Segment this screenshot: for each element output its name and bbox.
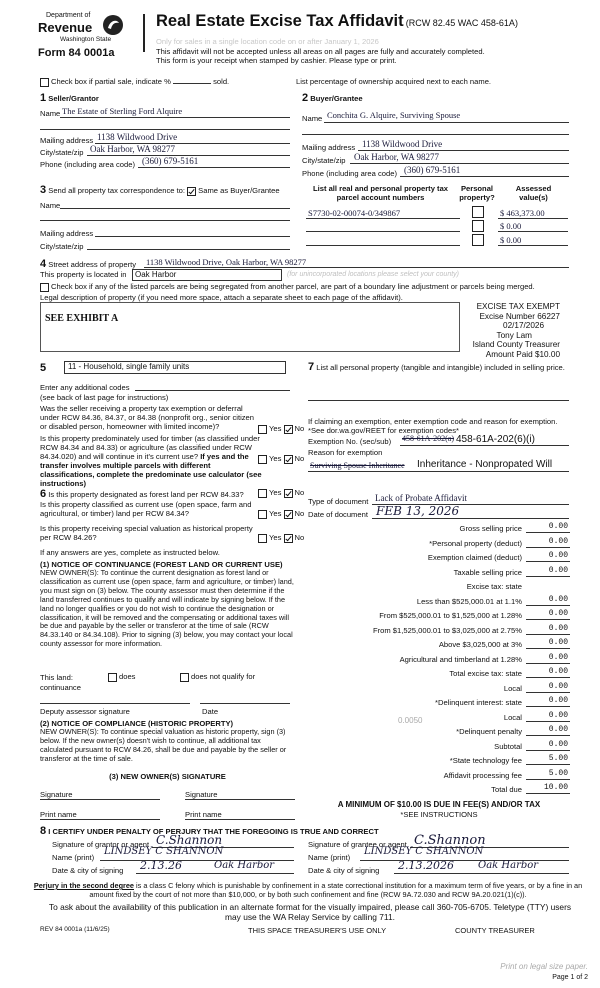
s6-q2-no-checkbox[interactable]: [284, 510, 293, 519]
see-instructions: *SEE INSTRUCTIONS: [400, 810, 478, 819]
grantor-signature[interactable]: C.Shannon: [156, 833, 223, 847]
s6-q1-no-checkbox[interactable]: [284, 489, 293, 498]
tax-row-label: Gross selling price: [459, 524, 522, 533]
located-value: Oak Harbor: [135, 270, 177, 279]
doc-date[interactable]: FEB 13, 2026: [376, 504, 460, 518]
assessed-value-2[interactable]: $ 0.00: [500, 221, 522, 231]
deputy-date-label: Date: [202, 707, 219, 716]
tax-row-label: *Personal property (deduct): [429, 538, 522, 548]
see-back-label: (see back of last page for instructions): [40, 393, 169, 402]
tax-row-label: Excise tax: state: [466, 582, 522, 591]
s6-q1-answers: [258, 488, 304, 498]
tax-row-label: Less than $525,000.01 at 1.1%: [416, 596, 522, 606]
tax-row-value[interactable]: 0.00: [548, 609, 568, 618]
use-code-value: 11 - Household, single family units: [68, 362, 190, 371]
partial-sale-sold: sold.: [213, 77, 230, 86]
section3-name-field[interactable]: [60, 208, 290, 209]
tax-row-value[interactable]: 0.00: [548, 551, 568, 560]
same-as-buyer-label: Same as Buyer/Grantee: [198, 186, 280, 195]
grantee-city[interactable]: Oak Harbor: [478, 860, 539, 871]
stamp-line1: EXCISE TAX EXEMPT: [476, 302, 560, 311]
s5-q1-no-checkbox[interactable]: [284, 425, 293, 434]
rev-number: REV 84 0001a (11/6/25): [40, 926, 110, 933]
personal-checkbox-1[interactable]: [472, 206, 484, 218]
notice2-heading: (2) NOTICE OF COMPLIANCE (HISTORIC PROPERTY): [40, 719, 234, 728]
tax-row-label: Above $3,025,000 at 3%: [438, 640, 522, 649]
grantor-name[interactable]: LINDSEY C SHANNON: [104, 846, 224, 857]
s5-q2-no: No: [294, 454, 305, 463]
section7-desc: List all personal property (tangible and intangible) included in selling price.: [316, 363, 565, 372]
s5-q1: Was the seller receiving a property tax exemption or deferral under RCW 84.36, 84.37, or 84.38 (nonprofit org., senior citizen or disabled person, homeowner with limited income)?: [40, 404, 255, 431]
grantor-date-label: Date & city of signing: [52, 866, 124, 875]
does-checkbox[interactable]: [108, 673, 117, 682]
doc-date-label: Date of document: [308, 510, 368, 519]
print2-label: Print name: [185, 810, 222, 819]
seller-city-label: City/state/zip: [40, 148, 84, 157]
seller-heading: [40, 92, 99, 104]
s6-q2-yes-checkbox[interactable]: [258, 510, 267, 519]
tax-row-value[interactable]: 0.00: [548, 623, 568, 633]
parcel-number-3[interactable]: [306, 245, 460, 246]
seller-num: 1: [40, 92, 47, 104]
seller-mailing[interactable]: 1138 Wildwood Drive: [97, 132, 178, 142]
s6-q2-answers: [258, 509, 304, 519]
print1-label: Print name: [40, 810, 77, 819]
section4-num: 4: [40, 258, 47, 270]
seller-mailing-label: Mailing address: [40, 136, 94, 145]
s5-q2-no-checkbox[interactable]: [284, 455, 293, 464]
dept-line1: Department of: [46, 12, 91, 19]
tax-row-label: Affidavit processing fee: [443, 770, 522, 780]
s5-q2-yes-checkbox[interactable]: [258, 455, 267, 464]
notice2-text: NEW OWNER(S): To continue special valuation as historic property, sign (3) below. If the new owner(s) doesn't wish to continue, all additional tax calculated pursuant to RCW 84.26, shall be due and payable by the seller or transferor at the time of sale.: [40, 727, 287, 763]
section3-name-label: Name: [40, 201, 61, 210]
ownership-note: List percentage of ownership acquired next to each name.: [296, 77, 492, 86]
dept-line2: Revenue: [38, 20, 93, 35]
exhibit-text: SEE EXHIBIT A: [45, 313, 119, 324]
same-as-buyer-checkbox[interactable]: [187, 187, 196, 196]
parcel-col-header: List all real and personal property tax parcel account numbers: [312, 184, 449, 202]
reason-label: Reason for exemption: [308, 448, 383, 457]
dept-line3: Washington State: [60, 36, 112, 43]
personal-checkbox-2[interactable]: [472, 220, 484, 232]
county-treasurer: COUNTY TREASURER: [455, 926, 535, 935]
doc-type-label: Type of document: [308, 497, 369, 506]
tax-row-value[interactable]: 0.00: [548, 739, 568, 749]
personal-checkbox-3[interactable]: [472, 234, 484, 246]
stamp-line4: Tony Lam: [496, 330, 532, 340]
s5-q2: [40, 434, 262, 488]
buyer-title: Buyer/Grantee: [310, 94, 363, 103]
print1-field[interactable]: [40, 819, 160, 820]
tax-row-label: Total excise tax: state: [449, 669, 522, 678]
assessed-col-header: Assessed value(s): [515, 184, 552, 202]
additional-codes-label: Enter any additional codes: [40, 383, 130, 392]
partial-sale-label: Check box if partial sale, indicate %: [51, 77, 171, 86]
s5-q2-yes: Yes: [269, 454, 282, 463]
assessed-value-1[interactable]: $ 463,373.00: [500, 208, 545, 218]
parcel-number-2[interactable]: [306, 231, 460, 232]
partial-sale-row: [40, 77, 229, 87]
s5-q1-answers: [258, 424, 304, 434]
s5-q2b: If yes and the transfer involves multiple parcels with different classifications, complete the predominate use calculator (see instructions): [40, 452, 262, 488]
tax-row-value[interactable]: 5.00: [548, 768, 568, 778]
s6-q2-yes: Yes: [269, 509, 282, 518]
this-land-label: This land:: [40, 673, 73, 682]
tax-row-value[interactable]: 0.00: [548, 565, 568, 575]
legal-description-label: Legal description of property (if you need more space, attach a separate sheet to each page of the affidavit).: [40, 293, 403, 302]
stamp-line3: 02/17/2026: [503, 321, 544, 330]
buyer-phone[interactable]: (360) 679-5161: [404, 165, 461, 175]
local-rate: 0.0050: [398, 716, 423, 725]
does-not-checkbox[interactable]: [180, 673, 189, 682]
tax-row-label: *Delinquent penalty: [456, 727, 522, 736]
buyer-heading: [302, 92, 363, 104]
tax-row-value[interactable]: 0.00: [548, 638, 568, 647]
segregated-row: [40, 282, 535, 292]
tax-row-value[interactable]: 0.00: [548, 667, 568, 676]
segregated-checkbox[interactable]: [40, 283, 49, 292]
segregated-label: Check box if any of the listed parcels are being segregated from another parcel, are part of a boundary line adjustment or parcels being merged.: [51, 282, 535, 291]
form-number: Form 84 0001a: [38, 47, 115, 59]
header-note2: This form is your receipt when stamped by cashier. Please type or print.: [156, 56, 397, 65]
tax-row-label: Local: [503, 712, 522, 722]
tax-row-label: Total due: [491, 785, 522, 794]
does-not-label: does not qualify for: [191, 672, 256, 681]
section3-mailing-label: Mailing address: [40, 229, 94, 238]
notice3-heading: (3) NEW OWNER(S) SIGNATURE: [109, 772, 226, 781]
s6-q2: Is this property classified as current use (open space, farm and agricultural, or timber) land per RCW 84.34?: [40, 500, 252, 518]
grantor-name-label: Name (print): [52, 853, 95, 862]
exemption-number[interactable]: 458-61A-202(6)(i): [456, 434, 535, 445]
stamp-line6: Amount Paid $10.00: [485, 349, 560, 359]
title-text: Real Estate Excise Tax Affidavit: [156, 12, 404, 30]
street-address[interactable]: 1138 Wildwood Drive, Oak Harbor, WA 98277: [146, 257, 307, 267]
print2-field[interactable]: [185, 819, 295, 820]
reason-text[interactable]: Inheritance - Nonpropated Will: [417, 459, 553, 470]
continuance-label: continuance: [40, 683, 81, 692]
s6-q1-text: Is this property designated as forest land per RCW 84.33?: [48, 490, 244, 499]
sig2-label: Signature: [185, 790, 218, 799]
exemption-old: 458-61A-202(a): [402, 434, 454, 443]
section7-text: [308, 362, 570, 373]
located-label: This property is located in: [40, 270, 127, 279]
ghost-line: Only for sales in a single location code on or after January 1, 2026: [156, 37, 379, 46]
s6-q1-yes: Yes: [269, 488, 282, 497]
minimum-note: A MINIMUM OF $10.00 IS DUE IN FEE(S) AND/OR TAX: [337, 800, 541, 809]
parcel-number-1[interactable]: S7730-02-00074-0/349867: [308, 208, 401, 218]
doc-type[interactable]: Lack of Probate Affidavit: [375, 493, 468, 503]
header-divider: [143, 14, 145, 52]
section3-num: 3: [40, 184, 47, 196]
additional-codes-field[interactable]: [135, 390, 290, 391]
perjury-text: is a class C felony which is punishable by confinement in a state correctional institution for a maximum term of five years, or by a fine in an amount fixed by the court of not more than $10,000, or by both such confinement and fine (RCW 9A.72.030 and RCW 9A.20.021(1)(c)).: [89, 881, 583, 899]
section3-mailing-field[interactable]: [95, 236, 290, 237]
seller-phone[interactable]: (360) 679-5161: [142, 156, 199, 166]
tax-row-label: From $525,000.01 to $1,525,000 at 1.28%: [379, 611, 522, 620]
grantee-date-label: Date & city of signing: [308, 866, 380, 875]
s6-complete: If any answers are yes, complete as instructed below.: [40, 548, 220, 557]
buyer-name[interactable]: Conchita G. Alquire, Surviving Spouse: [327, 110, 461, 120]
tax-row-value[interactable]: 5.00: [548, 754, 568, 763]
s6-q1-yes-checkbox[interactable]: [258, 489, 267, 498]
seller-name[interactable]: The Estate of Sterling Ford Alquire: [62, 106, 183, 116]
deputy-label: Deputy assessor signature: [40, 707, 130, 716]
located-select[interactable]: [132, 269, 282, 281]
tax-row-value[interactable]: 0.00: [548, 652, 568, 662]
buyer-city-label: City/state/zip: [302, 156, 346, 165]
s5-q1-no: No: [294, 424, 305, 433]
partial-sale-pct-field[interactable]: [173, 83, 211, 84]
does-option: [108, 672, 135, 682]
grantee-sig-label: Signature of grantee or agent: [308, 840, 407, 849]
sig1-label: Signature: [40, 790, 73, 799]
header-note1: This affidavit will not be accepted unless all areas on all pages are fully and accurately completed.: [156, 47, 485, 56]
stamp-line2: Excise Number 66227: [479, 311, 560, 321]
exemption-claim: If claiming an exemption, enter exemption code and reason for exemption. *See dor.wa.gov/REET for exemption codes*: [308, 417, 558, 435]
tax-table: [230, 520, 575, 800]
treasurer-use: THIS SPACE TREASURER'S USE ONLY: [248, 926, 387, 935]
tax-row-label: Exemption claimed (deduct): [427, 553, 522, 562]
buyer-name-label: Name: [302, 114, 323, 123]
grantee-name[interactable]: LINDSEY C SHANNON: [364, 846, 484, 857]
use-code-select[interactable]: [64, 361, 286, 374]
s5-q2-answers: [258, 454, 304, 464]
exempt-stamp: [430, 302, 560, 359]
buyer-num: 2: [302, 92, 309, 104]
buyer-mailing[interactable]: 1138 Wildwood Drive: [362, 139, 443, 149]
s5-q2a: Is this property predominately used for timber (as classified under RCW 84.34 and 84.33) or agriculture (as classified under RCW 84.34.020) and will continue in it's current use?: [40, 434, 260, 461]
grantee-date[interactable]: 2.13.2026: [398, 859, 454, 872]
section3-city-field[interactable]: [87, 249, 290, 250]
grantee-signature[interactable]: C.Shannon: [414, 833, 486, 848]
page-title: [156, 12, 518, 31]
tax-row-label: Local: [503, 683, 522, 693]
tax-row-label: Taxable selling price: [453, 567, 522, 577]
section3-city-label: City/state/zip: [40, 242, 84, 251]
tax-row-label: *Delinquent interest: state: [435, 698, 522, 707]
section5-num: 5: [40, 362, 47, 374]
s6-q3-no: No: [294, 533, 305, 542]
alt-format-note: To ask about the availability of this publication in an alternate format for the visually impaired, please call 360-705-6705. Teletype (TTY) users may use the WA Relay Service by calling 711.: [48, 902, 572, 922]
s6-q1: [40, 488, 244, 500]
street-label: Street address of property: [48, 260, 137, 269]
section4-street-row: [40, 258, 136, 270]
notice1-heading: (1) NOTICE OF CONTINUANCE (FOREST LAND OR CURRENT USE): [40, 560, 283, 569]
tax-row-value[interactable]: 0.00: [548, 522, 568, 531]
s6-q3: Is this property receiving special valuation as historical property per RCW 84.26?: [40, 524, 253, 542]
sig1-field[interactable]: [40, 799, 160, 800]
tax-row-label: From $1,525,000.01 to $3,025,000 at 2.75%: [372, 625, 522, 635]
tax-row-value[interactable]: 0.00: [548, 696, 568, 705]
reason-old: Surviving Spouse Inheritance: [310, 461, 405, 470]
notice1-text: NEW OWNER(S): To continue the current designation as forest land or classification as current use (open space, farm and agriculture, or timber) land, you must sign on (3) below. The county assessor must then determine if the land transferred continues to qualify and will indicate by signing below. If the land no longer qualifies or you do not wish to continue the designation or classification, it will be removed and the compensating or additional taxes will be due and payable by the seller or transferor at the time of sale (RCW 84.33.140 or 84.34.108). Prior to signing (3) below, you may contact your local county assessor for more information.: [40, 568, 294, 649]
dor-logo: [38, 12, 130, 64]
seller-title: Seller/Grantor: [48, 94, 99, 103]
tax-row-value[interactable]: 0.00: [548, 681, 568, 691]
partial-sale-checkbox[interactable]: [40, 78, 49, 87]
s5-q1-yes: Yes: [269, 424, 282, 433]
tax-row-value[interactable]: 0.00: [548, 594, 568, 604]
stamp-line5: Island County Treasurer: [472, 340, 560, 349]
s6-q2-no: No: [294, 509, 305, 518]
perjury-bold: Perjury in the second degree: [33, 881, 134, 890]
personal-property-field[interactable]: [308, 400, 569, 401]
s6-q1-no: No: [294, 488, 305, 497]
seller-phone-label: Phone (including area code): [40, 160, 135, 169]
exemption-label: Exemption No. (sec/sub): [308, 437, 392, 446]
section7-num: 7: [308, 361, 315, 373]
buyer-phone-label: Phone (including area code): [302, 169, 397, 178]
section3-heading: [40, 184, 280, 196]
page-number: Page 1 of 2: [552, 974, 588, 981]
tax-row-label: Subtotal: [494, 741, 522, 751]
section8-num: 8: [40, 825, 47, 837]
tax-row-value[interactable]: 0.00: [548, 536, 568, 546]
grantor-sig-label: Signature of grantor or agent: [52, 840, 150, 849]
personal-col-header: Personal property?: [459, 184, 495, 202]
located-hint: (for unincorporated locations please select your county): [287, 271, 459, 278]
seller-name-label: Name: [40, 109, 61, 118]
does-label: does: [119, 672, 136, 681]
perjury-note: [28, 881, 588, 899]
certify-text: I CERTIFY UNDER PENALTY OF PERJURY THAT THE FOREGOING IS TRUE AND CORRECT: [48, 827, 379, 836]
assessed-value-3[interactable]: $ 0.00: [500, 235, 522, 245]
seller-city[interactable]: Oak Harbor, WA 98277: [90, 144, 175, 154]
s6-q3-yes: Yes: [269, 533, 282, 542]
tax-row-value[interactable]: 0.00: [548, 710, 568, 720]
tax-row-label: Agricultural and timberland at 1.28%: [399, 654, 522, 664]
legal-description-box[interactable]: [40, 302, 460, 352]
title-rcw: (RCW 82.45 WAC 458-61A): [405, 18, 518, 28]
s5-q1-yes-checkbox[interactable]: [258, 425, 267, 434]
revenue-swirl-icon: [102, 14, 124, 36]
grantor-date[interactable]: 2.13.26: [140, 859, 182, 872]
buyer-city[interactable]: Oak Harbor, WA 98277: [354, 152, 439, 162]
section3-text: Send all property tax correspondence to:: [48, 186, 186, 195]
tax-row-value[interactable]: 0.00: [548, 725, 568, 734]
legal-paper-note: Print on legal size paper.: [500, 962, 588, 971]
tax-row-value[interactable]: 10.00: [543, 783, 568, 792]
deputy-signature-field[interactable]: [40, 703, 190, 704]
section6-num: 6: [40, 488, 47, 500]
buyer-mailing-label: Mailing address: [302, 143, 356, 152]
tax-row-label: *State technology fee: [449, 756, 522, 765]
grantor-city[interactable]: Oak Harbor: [214, 860, 275, 871]
grantee-name-label: Name (print): [308, 853, 351, 862]
